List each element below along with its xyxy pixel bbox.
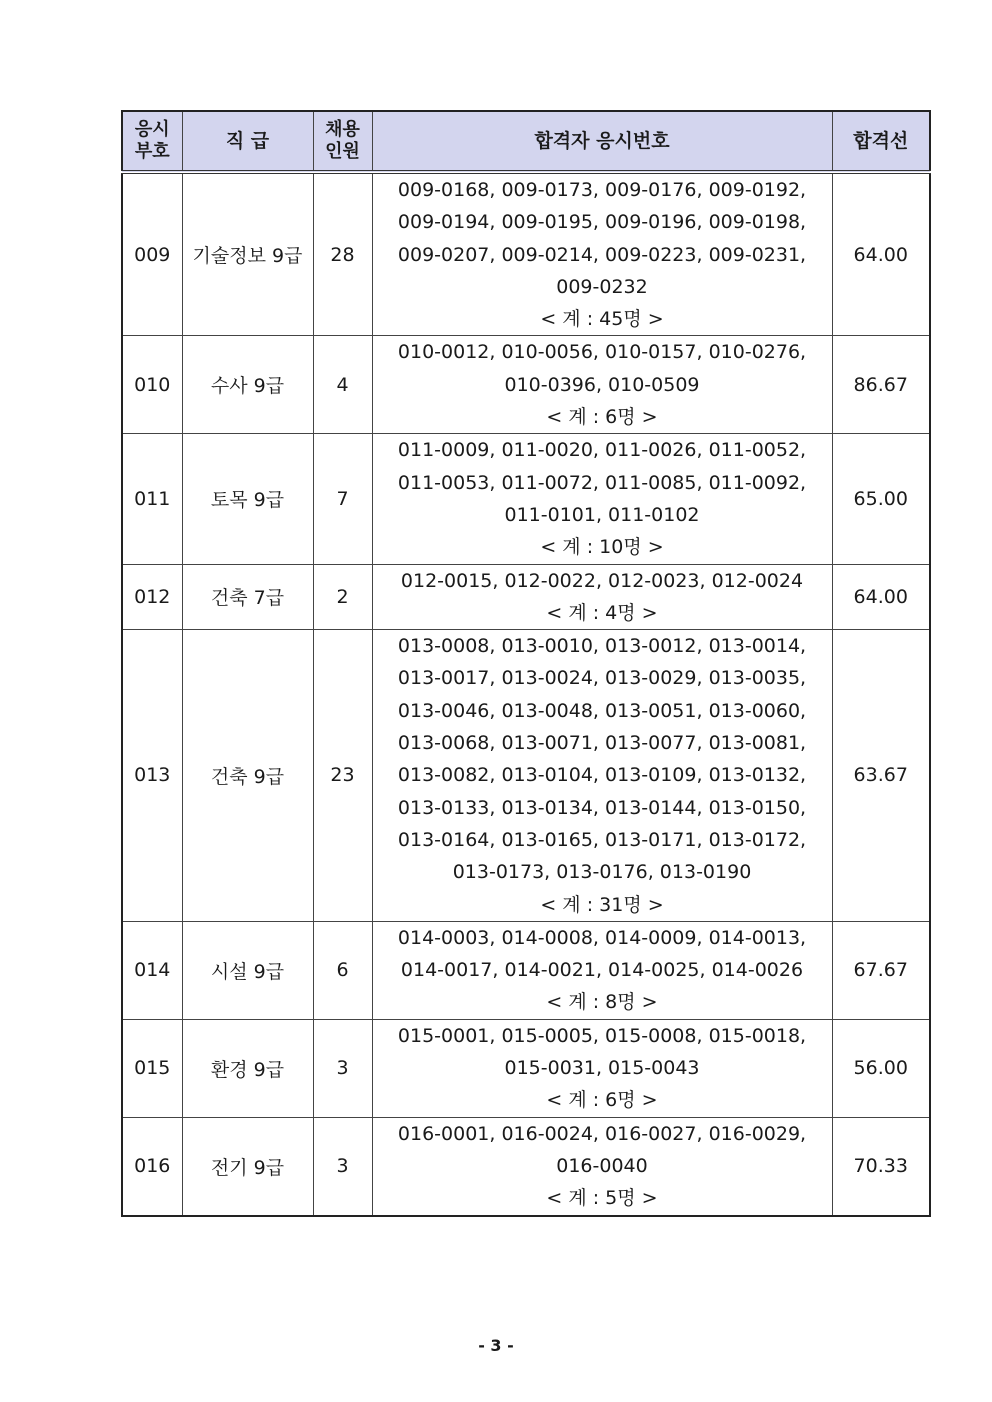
- grade-cell: 건축 9급: [182, 630, 313, 922]
- cutoff-cell: 65.00: [832, 434, 930, 564]
- passer-id-line: 009-0168, 009-0173, 009-0176, 009-0192,: [397, 179, 807, 201]
- cutoff-cell: 56.00: [832, 1019, 930, 1117]
- header-hires-line2: 인원: [325, 141, 360, 162]
- header-grade: 직 급: [182, 111, 313, 172]
- table-row: [122, 434, 930, 564]
- passer-ids-cell: [372, 434, 832, 564]
- exam-code-cell: 013: [122, 630, 182, 922]
- cutoff-cell: 70.33: [832, 1117, 930, 1215]
- passer-ids-cell: [372, 172, 832, 336]
- passer-id-line: 011-0101, 011-0102: [504, 503, 700, 526]
- cutoff-cell: 64.00: [832, 172, 930, 336]
- table-row: [122, 1117, 930, 1215]
- cutoff-cell: 63.67: [832, 630, 930, 922]
- table-row: [122, 336, 930, 434]
- exam-code-cell: 014: [122, 921, 182, 1019]
- passer-total: < 계 : 4명 >: [546, 601, 658, 624]
- hires-cell: 23: [313, 630, 372, 922]
- table-row: [122, 172, 930, 336]
- passer-ids-cell: [372, 1019, 832, 1117]
- passer-id-line: 013-0133, 013-0134, 013-0144, 013-0150,: [397, 796, 807, 819]
- passer-id-line: 010-0012, 010-0056, 010-0157, 010-0276,: [397, 341, 807, 364]
- exam-code-cell: 010: [122, 336, 182, 434]
- cutoff-cell: 64.00: [832, 564, 930, 630]
- header-row: [122, 111, 930, 172]
- cutoff-cell: 67.67: [832, 921, 930, 1019]
- hires-cell: 6: [313, 921, 372, 1019]
- exam-code-cell: 009: [122, 172, 182, 336]
- grade-cell: 기술정보 9급: [182, 172, 313, 336]
- hires-cell: 2: [313, 564, 372, 630]
- passer-ids-cell: [372, 630, 832, 922]
- passer-id-line: 009-0207, 009-0214, 009-0223, 009-0231,: [397, 243, 807, 266]
- passer-ids-cell: [372, 564, 832, 630]
- passer-total: < 계 : 10명 >: [540, 536, 664, 559]
- cutoff-cell: 86.67: [832, 336, 930, 434]
- header-exam-code: [122, 111, 182, 172]
- hires-cell: 3: [313, 1019, 372, 1117]
- table-row: [122, 564, 930, 630]
- grade-cell: 건축 7급: [182, 564, 313, 630]
- passer-id-line: 013-0008, 013-0010, 013-0012, 013-0014,: [397, 635, 807, 658]
- exam-code-cell: 016: [122, 1117, 182, 1215]
- table-row: [122, 1019, 930, 1117]
- passer-id-line: 010-0396, 010-0509: [504, 373, 700, 396]
- passer-id-line: 013-0017, 013-0024, 013-0029, 013-0035,: [397, 667, 807, 690]
- passer-id-line: 009-0194, 009-0195, 009-0196, 009-0198,: [397, 211, 807, 234]
- passer-id-line: 016-0040: [556, 1154, 648, 1177]
- passer-ids-cell: [372, 921, 832, 1019]
- passer-total: < 계 : 31명 >: [540, 893, 664, 916]
- passer-total: < 계 : 5명 >: [546, 1187, 658, 1210]
- header-exam-code-line2: 부호: [134, 141, 170, 162]
- header-hires: [313, 111, 372, 172]
- passer-id-line: 015-0001, 015-0005, 015-0008, 015-0018,: [397, 1024, 807, 1047]
- passer-id-line: 015-0031, 015-0043: [504, 1057, 700, 1080]
- passer-total: < 계 : 8명 >: [546, 991, 658, 1014]
- page-number: - 3 -: [478, 1336, 514, 1355]
- passer-id-line: 016-0001, 016-0024, 016-0027, 016-0029,: [397, 1122, 807, 1145]
- grade-cell: 환경 9급: [182, 1019, 313, 1117]
- passer-id-line: 013-0173, 013-0176, 013-0190: [452, 861, 752, 884]
- hires-cell: 4: [313, 336, 372, 434]
- passer-id-line: 014-0017, 014-0021, 014-0025, 014-0026: [400, 959, 804, 982]
- header-hires-line1: 채용: [325, 119, 360, 140]
- exam-code-cell: 011: [122, 434, 182, 564]
- grade-cell: 토목 9급: [182, 434, 313, 564]
- hires-cell: 7: [313, 434, 372, 564]
- passer-id-line: 014-0003, 014-0008, 014-0009, 014-0013,: [397, 926, 807, 949]
- hires-cell: 3: [313, 1117, 372, 1215]
- passer-total: < 계 : 6명 >: [546, 406, 658, 429]
- passer-ids-cell: [372, 1117, 832, 1215]
- passer-id-line: 013-0164, 013-0165, 013-0171, 013-0172,: [397, 828, 807, 851]
- grade-cell: 시설 9급: [182, 921, 313, 1019]
- passer-id-line: 012-0015, 012-0022, 012-0023, 012-0024: [400, 569, 804, 592]
- passer-total: < 계 : 6명 >: [546, 1089, 658, 1112]
- grade-cell: 수사 9급: [182, 336, 313, 434]
- passer-id-line: 009-0232: [556, 275, 648, 298]
- hires-cell: 28: [313, 172, 372, 336]
- grade-cell: 전기 9급: [182, 1117, 313, 1215]
- passer-id-line: 013-0068, 013-0071, 013-0077, 013-0081,: [397, 732, 807, 755]
- results-table: [121, 110, 931, 1217]
- table-row: [122, 630, 930, 922]
- header-passer-ids: 합격자 응시번호: [372, 111, 832, 172]
- exam-code-cell: 012: [122, 564, 182, 630]
- exam-code-cell: 015: [122, 1019, 182, 1117]
- passer-id-line: 013-0082, 013-0104, 013-0109, 013-0132,: [397, 764, 807, 787]
- header-exam-code-line1: 응시: [134, 119, 170, 140]
- passer-total: < 계 : 45명 >: [540, 308, 664, 331]
- header-cutoff: 합격선: [832, 111, 930, 172]
- passer-id-line: 013-0046, 013-0048, 013-0051, 013-0060,: [397, 699, 807, 722]
- passer-id-line: 011-0009, 011-0020, 011-0026, 011-0052,: [397, 439, 807, 462]
- passer-id-line: 011-0053, 011-0072, 011-0085, 011-0092,: [397, 471, 807, 494]
- table-row: [122, 921, 930, 1019]
- passer-ids-cell: [372, 336, 832, 434]
